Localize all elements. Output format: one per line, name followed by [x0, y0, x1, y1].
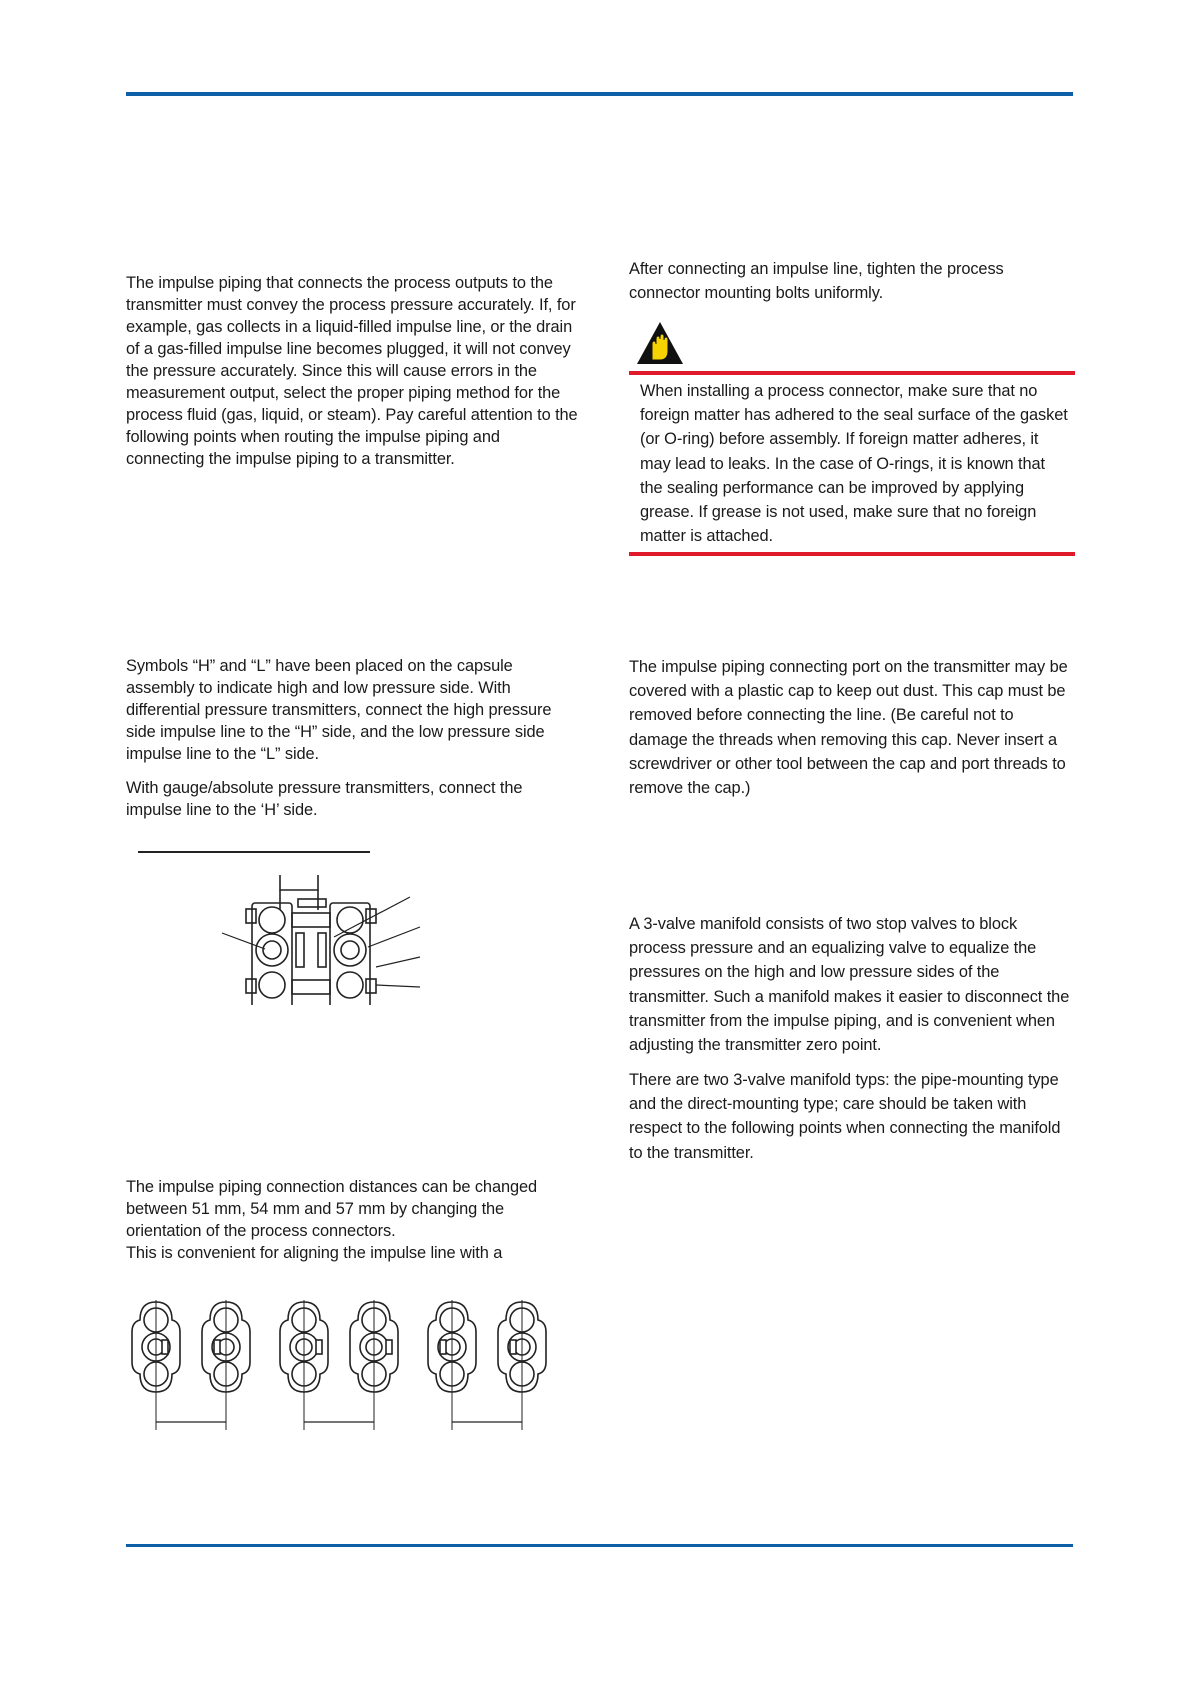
- caution-bottom-bar: [629, 552, 1075, 556]
- caution-text: When installing a process connector, make sure that no foreign matter has adhered to the seal surface of the gasket (or O-ring) before assembly. If foreign matter adheres, it may lead to leaks. In the case of O-rings, it is known that the sealing performance can be improved by applying grease. If grease is not used, make sure that no foreign matter is attached.: [640, 382, 1068, 546]
- process-connector-figure: [130, 845, 430, 1005]
- symbols-paragraph: Symbols “H” and “L” have been placed on the capsule assembly to indicate high and low pressure side. With differential pressure transmitters, connect the high pressure side impulse line to the “H” side, and the low pressure side impulse line to the “L” side.: [126, 657, 552, 763]
- connection-distance-figure: [126, 1300, 586, 1430]
- manifold-types-paragraph: There are two 3-valve manifold typs: the pipe-mounting type and the direct-mounting type; care should be taken with respect to the following points when connecting the manifold to the transmitter.: [629, 1071, 1061, 1162]
- manifold-paragraph: A 3-valve manifold consists of two stop valves to block process pressure and an equalizing valve to equalize the pressures on the high and low pressure sides of the transmitter. Such a manifold makes it easier to disconnect the transmitter from the impulse piping, and is convenient when adjusting the transmitter zero point.: [629, 915, 1070, 1055]
- gauge-paragraph: With gauge/absolute pressure transmitters, connect the impulse line to the ‘H’ side.: [126, 779, 523, 819]
- caution-top-bar: [629, 371, 1075, 375]
- intro-paragraph: The impulse piping that connects the process outputs to the transmitter must convey the process pressure accurately. If, for example, gas collects in a liquid-filled impulse line, or the drain of a gas-filled impulse line becomes plugged, it will not convey the pressure accurately. Since this will cause errors in the measurement output, select the proper piping method for the process fluid (gas, liquid, or steam). Pay careful attention to the following points when routing the impulse piping and connecting the impulse piping to a transmitter.: [126, 274, 578, 468]
- distance-paragraph: The impulse piping connection distances can be changed between 51 mm, 54 mm and 57 mm by changing the orientation of the process connectors.: [126, 1178, 538, 1240]
- raised-hand-warning-icon: [635, 320, 685, 366]
- cap-paragraph: The impulse piping connecting port on the transmitter may be covered with a plastic cap to keep out dust. This cap must be removed before connecting the line. (Be careful not to damage the threads when removing this cap. Never insert a screwdriver or other tool between the cap and port threads to remove the cap.): [629, 658, 1068, 798]
- footer-rule: [126, 1544, 1073, 1547]
- convenient-line: This is convenient for aligning the impulse line with a: [126, 1244, 503, 1262]
- header-rule: [126, 92, 1073, 96]
- connect-paragraph: After connecting an impulse line, tighten the process connector mounting bolts uniformly.: [629, 260, 1004, 302]
